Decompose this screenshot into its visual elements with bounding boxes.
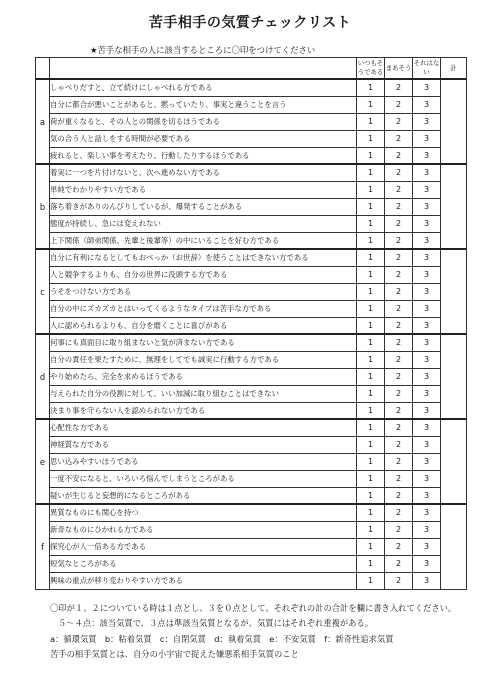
question-text: 神経質な方である [50,436,357,453]
score-option-3[interactable]: 3 [413,283,441,300]
score-option-2[interactable]: 2 [385,487,413,504]
header-always: いつもそうである [357,58,385,80]
score-option-2[interactable]: 2 [385,385,413,402]
table-row [36,283,467,300]
question-text: 探究心が人一倍ある方である [50,538,357,555]
score-option-1[interactable]: 1 [357,164,385,181]
table-row [36,96,467,113]
table-row [36,470,467,487]
score-option-2[interactable]: 2 [385,504,413,521]
table-row [36,249,467,266]
table-row [36,232,467,249]
question-text: 人と競争するよりも、自分の世界に没頭する方である [50,266,357,283]
score-option-2[interactable]: 2 [385,249,413,266]
score-option-3[interactable]: 3 [413,504,441,521]
score-option-1[interactable]: 1 [357,147,385,164]
table-row [36,147,467,164]
score-option-2[interactable]: 2 [385,470,413,487]
table-row [36,487,467,504]
score-option-1[interactable]: 1 [357,538,385,555]
score-option-3[interactable]: 3 [413,79,441,96]
question-text: 何事にも真面目に取り組まないと気が済まない方である [50,334,357,351]
score-option-1[interactable]: 1 [357,521,385,538]
score-option-1[interactable]: 1 [357,300,385,317]
score-option-3[interactable]: 3 [413,572,441,589]
score-option-1[interactable]: 1 [357,317,385,334]
score-option-1[interactable]: 1 [357,504,385,521]
score-option-2[interactable]: 2 [385,113,413,130]
question-text: 思い込みやすいほうである [50,453,357,470]
score-option-2[interactable]: 2 [385,181,413,198]
group-total-cell[interactable] [441,249,467,334]
score-option-3[interactable]: 3 [413,351,441,368]
group-total-cell[interactable] [441,79,467,164]
question-text: 落ち着きがありのんびりしているが、爆発することがある [50,198,357,215]
table-row [36,317,467,334]
question-text: 自分に有利になるとしてもおべっか（お世辞）を使うことはできない方である [50,249,357,266]
table-row [36,164,467,181]
score-option-2[interactable]: 2 [385,79,413,96]
table-row [36,453,467,470]
group-label: b [36,164,50,249]
group-total-cell[interactable] [441,504,467,589]
group-e [36,419,467,504]
question-text: 与えられた自分の役割に対して、いい加減に取り組むことはできない [50,385,357,402]
score-option-1[interactable]: 1 [357,113,385,130]
footer-threshold-note: ５～４点：該当気質で、３点は準該当気質となるが、気質にはそれぞれ重複がある。 [58,618,374,628]
header-sometimes: まあそう [385,58,413,80]
score-option-1[interactable]: 1 [357,198,385,215]
score-option-3[interactable]: 3 [413,198,441,215]
score-option-3[interactable]: 3 [413,538,441,555]
table-row [36,334,467,351]
question-text: 着実に一つを片付けないと、次へ進めない方である [50,164,357,181]
question-text: 異質なものにも関心を持つ [50,504,357,521]
group-label: c [36,249,50,334]
group-label: a [36,79,50,164]
score-option-3[interactable]: 3 [413,96,441,113]
score-option-2[interactable]: 2 [385,538,413,555]
score-option-3[interactable]: 3 [413,385,441,402]
score-option-3[interactable]: 3 [413,113,441,130]
score-option-2[interactable]: 2 [385,572,413,589]
score-option-1[interactable]: 1 [357,130,385,147]
group-d [36,334,467,419]
question-text: 荷が重くなると、その人との関係を切るほうである [50,113,357,130]
score-option-3[interactable]: 3 [413,402,441,419]
header-item-cell [50,58,357,80]
instruction-text: ★苦手な相手の人に該当するところに〇印をつけてください [90,45,316,55]
table-row [36,521,467,538]
table-row [36,419,467,436]
score-option-1[interactable]: 1 [357,470,385,487]
group-f [36,504,467,589]
group-total-cell[interactable] [441,334,467,419]
group-label: e [36,419,50,504]
score-option-2[interactable]: 2 [385,232,413,249]
score-option-3[interactable]: 3 [413,436,441,453]
score-option-2[interactable]: 2 [385,317,413,334]
score-option-3[interactable]: 3 [413,215,441,232]
table-row [36,385,467,402]
question-text: 心配性な方である [50,419,357,436]
table-row [36,436,467,453]
table-row [36,538,467,555]
score-option-1[interactable]: 1 [357,232,385,249]
question-text: 興味の重点が移り変わりやすい方である [50,572,357,589]
score-option-2[interactable]: 2 [385,555,413,572]
score-option-1[interactable]: 1 [357,181,385,198]
score-option-3[interactable]: 3 [413,334,441,351]
header-row [36,58,467,80]
score-option-3[interactable]: 3 [413,164,441,181]
score-option-3[interactable]: 3 [413,521,441,538]
score-option-3[interactable]: 3 [413,249,441,266]
score-option-2[interactable]: 2 [385,334,413,351]
score-option-3[interactable]: 3 [413,300,441,317]
score-option-3[interactable]: 3 [413,470,441,487]
table-row [36,130,467,147]
question-text: 自分の責任を果たすために、無理をしてでも誠実に行動する方である [50,351,357,368]
score-option-1[interactable]: 1 [357,385,385,402]
group-total-cell[interactable] [441,419,467,504]
table-row [36,504,467,521]
score-option-2[interactable]: 2 [385,198,413,215]
group-a [36,79,467,164]
group-c [36,249,467,334]
score-option-3[interactable]: 3 [413,317,441,334]
question-text: 気の合う人と話しをする時間が必要である [50,130,357,147]
question-text: 疲れると、楽しい事を考えたり、行動したりするほうである [50,147,357,164]
score-option-2[interactable]: 2 [385,130,413,147]
score-option-3[interactable]: 3 [413,555,441,572]
score-option-2[interactable]: 2 [385,96,413,113]
question-text: 人に認められるよりも、自分を磨くことに喜びがある [50,317,357,334]
score-option-2[interactable]: 2 [385,351,413,368]
question-text: しゃべりだすと、立て続けにしゃべれる方である [50,79,357,96]
score-option-2[interactable]: 2 [385,453,413,470]
score-option-2[interactable]: 2 [385,164,413,181]
score-option-2[interactable]: 2 [385,368,413,385]
score-option-1[interactable]: 1 [357,453,385,470]
score-option-3[interactable]: 3 [413,130,441,147]
score-option-1[interactable]: 1 [357,402,385,419]
question-text: 自分に都合が悪いことがあると、黙っていたり、事実と違うことを言う [50,96,357,113]
score-option-2[interactable]: 2 [385,521,413,538]
question-text: 一度不安になると、いろいろ悩んでしまうところがある [50,470,357,487]
page-title: 苦手相手の気質チェックリスト [148,15,352,31]
score-option-1[interactable]: 1 [357,351,385,368]
header-group-cell [36,58,50,80]
question-text: 上下関係（師弟関係、先輩と後輩等）の中にいることを好む方である [50,232,357,249]
score-option-3[interactable]: 3 [413,487,441,504]
question-text: 単純でわかりやすい方である [50,181,357,198]
score-option-1[interactable]: 1 [357,334,385,351]
score-option-1[interactable]: 1 [357,215,385,232]
score-option-3[interactable]: 3 [413,232,441,249]
group-label: f [36,504,50,589]
score-option-2[interactable]: 2 [385,436,413,453]
footer-legend: a：循環気質 b：粘着気質 c：自閉気質 d：執着気質 e：不安気質 f：新奇性追求気質 [50,634,394,644]
score-option-3[interactable]: 3 [413,453,441,470]
score-option-1[interactable]: 1 [357,487,385,504]
score-option-1[interactable]: 1 [357,368,385,385]
question-text: 態度が持続し、急には変えれない [50,215,357,232]
score-option-2[interactable]: 2 [385,283,413,300]
score-option-3[interactable]: 3 [413,147,441,164]
group-total-cell[interactable] [441,164,467,249]
table-row [36,79,467,96]
question-text: やり始めたら、完全を求めるほうである [50,368,357,385]
score-option-2[interactable]: 2 [385,402,413,419]
question-text: 新奇なものにひかれる方である [50,521,357,538]
header-total: 計 [441,58,467,80]
score-option-1[interactable]: 1 [357,266,385,283]
score-option-1[interactable]: 1 [357,96,385,113]
score-option-3[interactable]: 3 [413,181,441,198]
footer-scoring-note: 〇印が１、２についている時は１点とし、３を０点として、それぞれの計の合計を欄に書き入れてください。 [50,603,457,613]
table-row [36,402,467,419]
score-option-1[interactable]: 1 [357,572,385,589]
checklist-table [35,57,467,590]
table-row [36,113,467,130]
score-option-2[interactable]: 2 [385,300,413,317]
question-text: うそをつけない方である [50,283,357,300]
table-row [36,555,467,572]
score-option-3[interactable]: 3 [413,266,441,283]
score-option-1[interactable]: 1 [357,283,385,300]
score-option-1[interactable]: 1 [357,436,385,453]
score-option-1[interactable]: 1 [357,555,385,572]
table-row [36,181,467,198]
score-option-2[interactable]: 2 [385,147,413,164]
table-row [36,215,467,232]
table-row [36,266,467,283]
table-row [36,572,467,589]
question-text: 短気なところがある [50,555,357,572]
table-row [36,351,467,368]
score-option-3[interactable]: 3 [413,368,441,385]
score-option-2[interactable]: 2 [385,419,413,436]
question-text: 自分の中にズカズカとはいってくるようなタイプは苦手な方である [50,300,357,317]
question-text: 疑いが生じると妄想的になるところがある [50,487,357,504]
score-option-1[interactable]: 1 [357,249,385,266]
score-option-2[interactable]: 2 [385,266,413,283]
score-option-1[interactable]: 1 [357,419,385,436]
header-never: それはない [413,58,441,80]
score-option-1[interactable]: 1 [357,79,385,96]
score-option-2[interactable]: 2 [385,215,413,232]
group-b [36,164,467,249]
score-option-3[interactable]: 3 [413,419,441,436]
group-label: d [36,334,50,419]
table-row [36,300,467,317]
footer-definition: 苦手の相手気質とは、自分の小宇宙で捉えた嫌悪系相手気質のこと [50,649,299,659]
table-row [36,198,467,215]
question-text: 決まり事を守らない人を認められない方である [50,402,357,419]
table-row [36,368,467,385]
